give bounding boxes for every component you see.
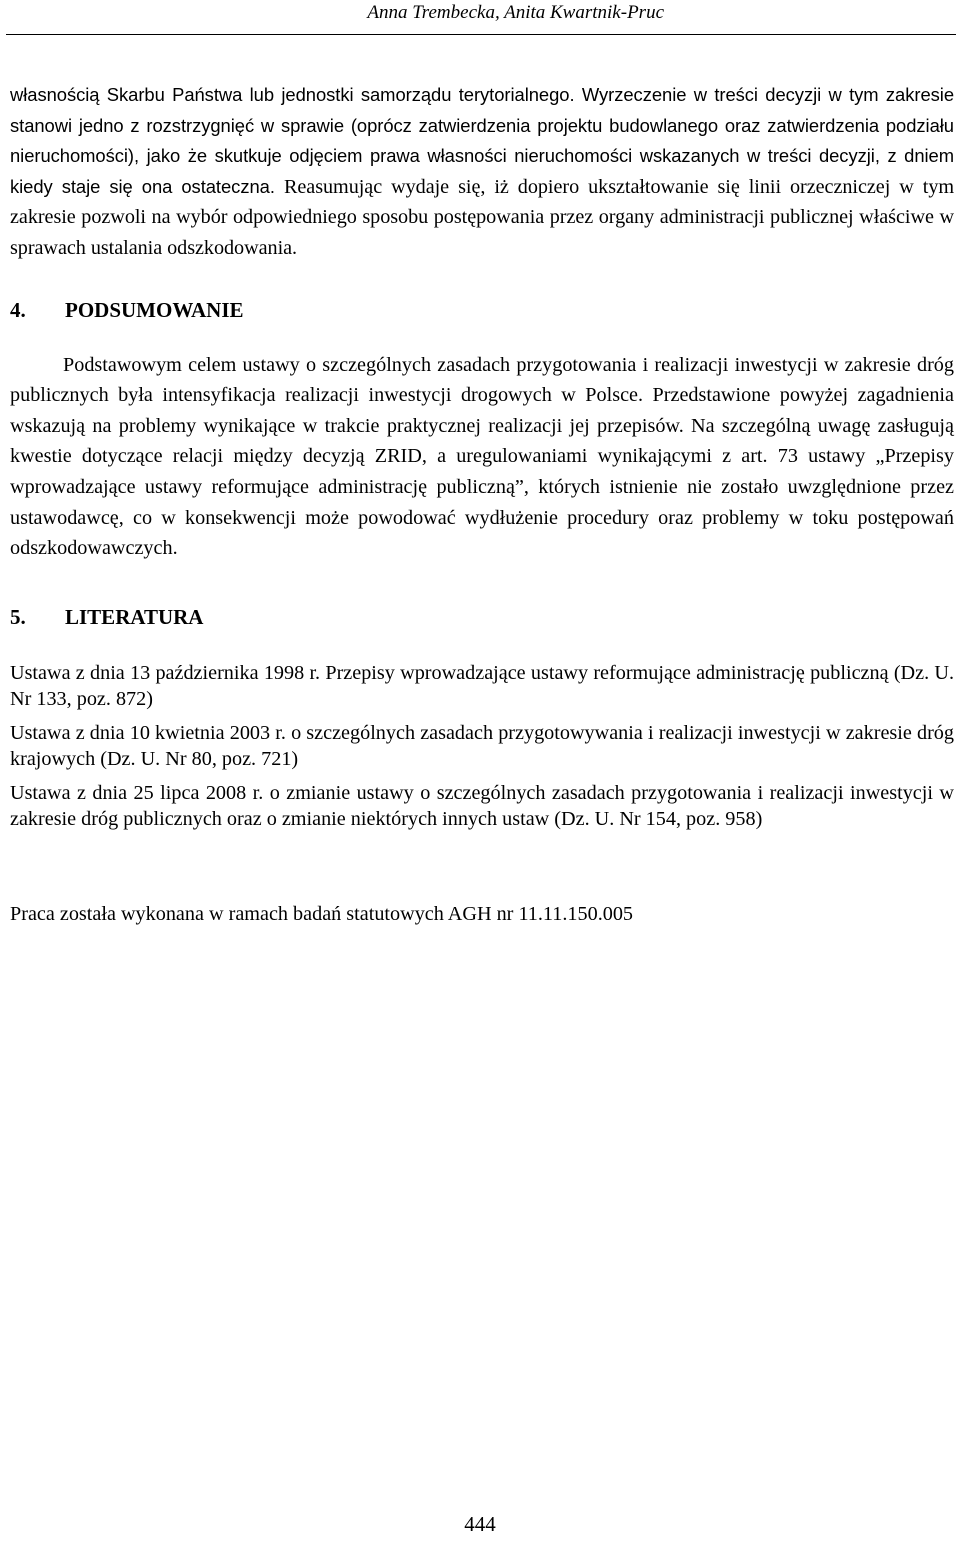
body-paragraph-serif-text: Reasumując wydaje się, iż dopiero ukształtowanie się linii orzeczniczej w tym zakresie pozwoli na wybór odpowiedniego sposobu postępowania przez organy administracji publicznej właściwe w sprawach ustalania odszkodowania.: [10, 175, 955, 259]
running-header: Anna Trembecka, Anita Kwartnik-Pruc: [367, 2, 664, 23]
page-content: [10, 80, 954, 927]
header-rule: [6, 34, 956, 35]
section-5-heading: [10, 604, 954, 630]
section-4-heading: [10, 297, 954, 323]
section-5-title: LITERATURA: [65, 604, 204, 629]
section-4-paragraph: Podstawowym celem ustawy o szczególnych zasadach przygotowania i realizacji inwestycji w zakresie dróg publicznych była intensyfikacja realizacji inwestycji drogowych w Polsce. Przedstawione powyżej zagadnienia wskazują na problemy wynikające w trakcie praktycznej realizacji jej przepisów. Na szczególną uwagę zasługują kwestie dotyczące relacji między decyzją ZRID, a uregulowaniami wynikającymi z art. 73 ustawy „Przepisy wprowadzające ustawy reformujące administrację publiczną”, których istnienie nie zostało uwzględnione przez ustawodawcę, co w konsekwencji może powodować wydłużenie procedury oraz problemy w toku postępowań odszkodowawczych.: [10, 353, 954, 560]
reference-item: Ustawa z dnia 25 lipca 2008 r. o zmianie ustawy o szczególnych zasadach przygotowania i realizacji inwestycji w zakresie dróg publicznych oraz o zmianie niektórych innych ustaw (Dz. U. Nr 154, poz. 958): [10, 781, 954, 830]
funding-note: Praca została wykonana w ramach badań statutowych AGH nr 11.11.150.005: [10, 902, 634, 925]
section-4-title: PODSUMOWANIE: [65, 297, 244, 322]
section-4-number: 4.: [10, 297, 26, 322]
reference-item: Ustawa z dnia 10 kwietnia 2003 r. o szczególnych zasadach przygotowywania i realizacji inwestycji w zakresie dróg krajowych (Dz. U. Nr 80, poz. 721): [10, 721, 954, 770]
body-paragraph-sans-text: własnością Skarbu Państwa lub jednostki samorządu terytorialnego. Wyrzeczenie w treści decyzji w tym zakresie stanowi jedno z rozstrzygnięć w sprawie (oprócz zatwierdzenia projektu budowlanego oraz zatwierdzenia podziału nieruchomości), jako że skutkuje odjęciem prawa własności nieruchomości wskazanych w treści decyzji, z dniem kiedy staje się ona ostateczna.: [10, 84, 954, 197]
body-paragraph: [10, 80, 954, 264]
page-number: 444: [464, 1512, 496, 1536]
reference-item: Ustawa z dnia 13 października 1998 r. Przepisy wprowadzające ustawy reformujące administrację publiczną (Dz. U. Nr 133, poz. 872): [10, 661, 954, 710]
section-5-number: 5.: [10, 604, 26, 629]
